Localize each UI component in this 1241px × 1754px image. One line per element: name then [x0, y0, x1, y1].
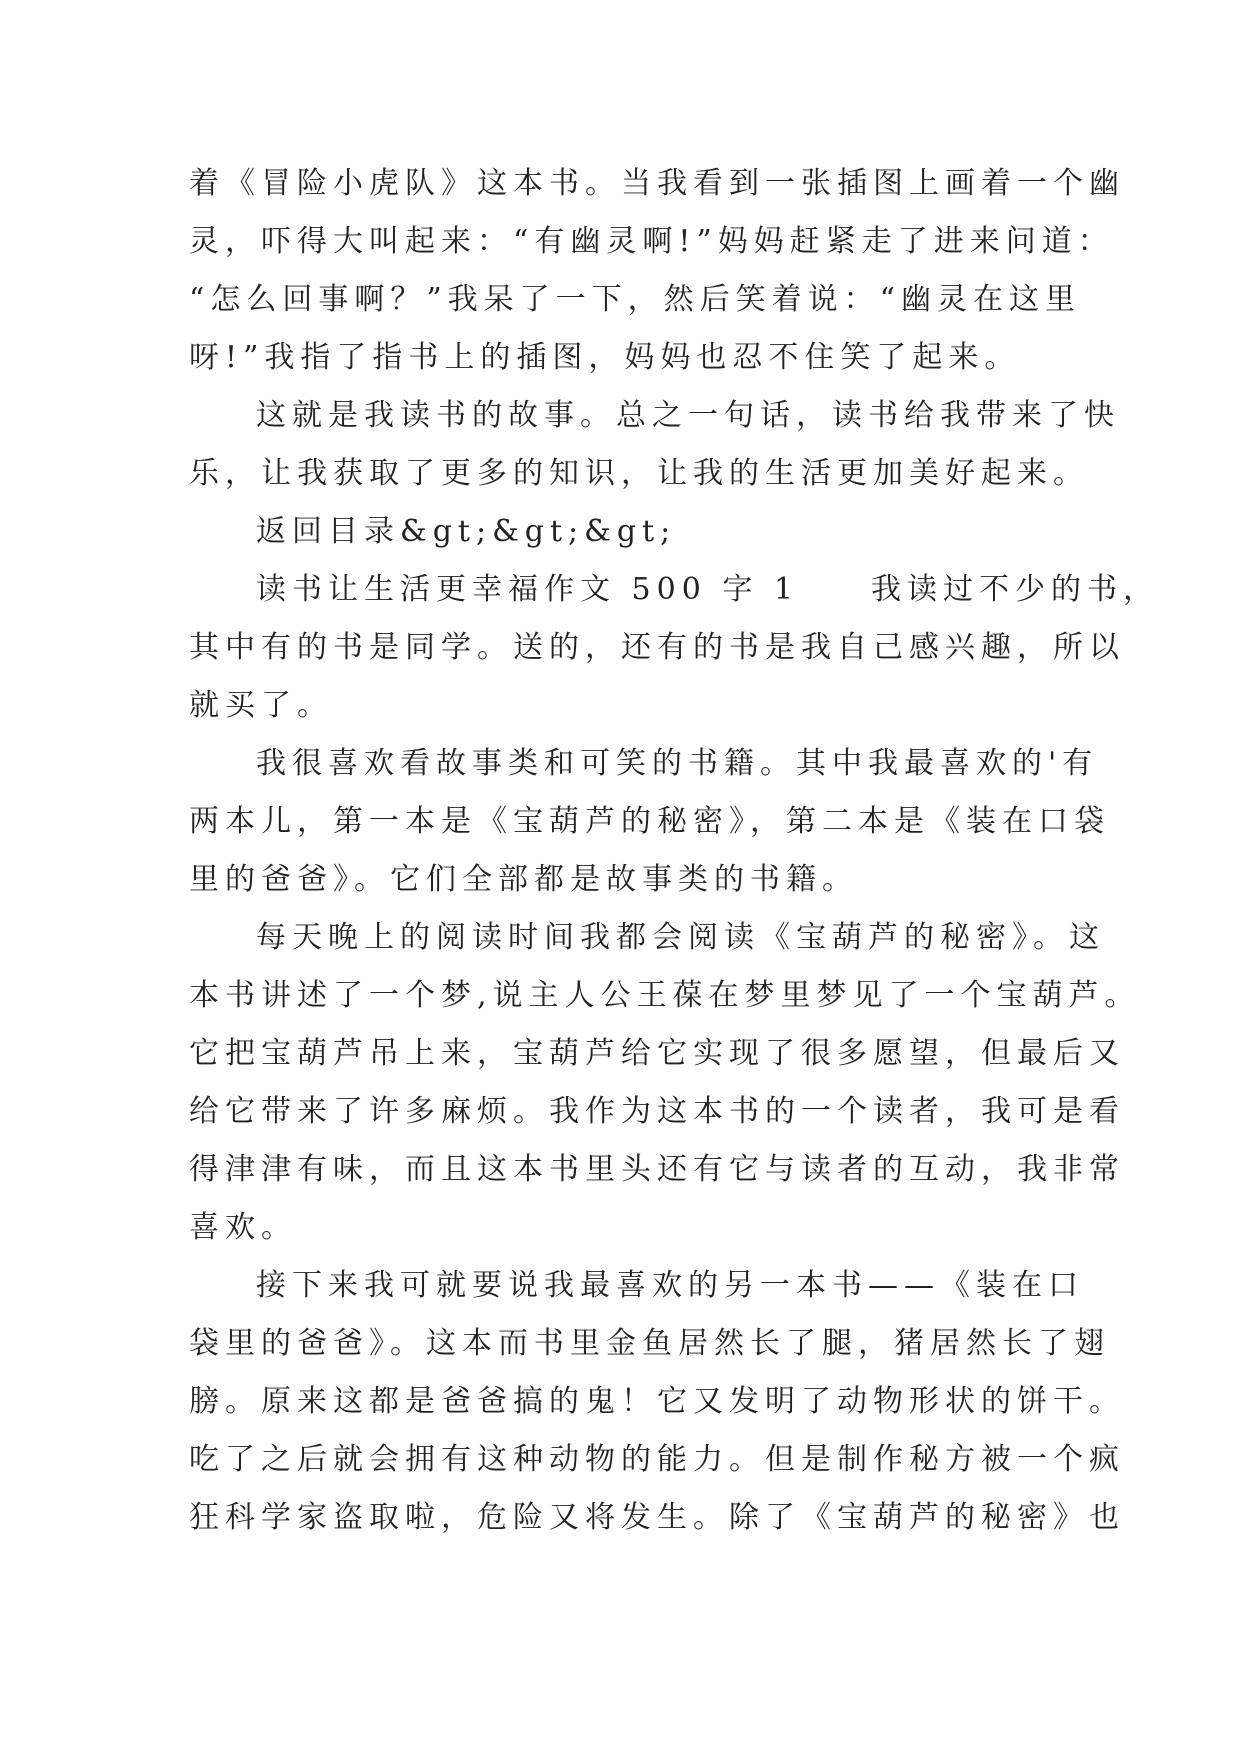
- body-text: [189, 155, 1159, 1547]
- text-line: 里的爸爸》。它们全部都是故事类的书籍。: [189, 862, 858, 897]
- text-line: 其中有的书是同学。送的，还有的书是我自己感兴趣，所以: [189, 630, 1125, 665]
- text-line: 吃了之后就会拥有这种动物的能力。但是制作秘方被一个疯: [189, 1442, 1125, 1477]
- text-line: 它把宝葫芦吊上来，宝葫芦给它实现了很多愿望，但最后又: [189, 1036, 1125, 1071]
- text-line: 灵，吓得大叫起来：“有幽灵啊!”妈妈赶紧走了进来问道：: [189, 224, 1114, 259]
- text-line: 呀!”我指了指书上的插图，妈妈也忍不住笑了起来。: [189, 340, 1021, 375]
- text-line: 膀。原来这都是爸爸搞的鬼！它又发明了动物形状的饼干。: [189, 1384, 1125, 1419]
- text-line: 着《冒险小虎队》这本书。当我看到一张插图上画着一个幽: [189, 166, 1125, 201]
- text-line: 给它带来了许多麻烦。我作为这本书的一个读者，我可是看: [189, 1094, 1125, 1129]
- text-line: 就买了。: [189, 688, 333, 723]
- text-line: 接下来我可就要说我最喜欢的另一本书——《装在口: [256, 1268, 1084, 1303]
- text-line: 袋里的爸爸》。这本而书里金鱼居然长了腿，猪居然长了翅: [189, 1326, 1110, 1361]
- text-line: 得津津有味，而且这本书里头还有它与读者的互动，我非常: [189, 1152, 1125, 1187]
- essay-title-line: 读书让生活更幸福作文 500 字 1 我读过不少的书，: [256, 572, 1159, 607]
- text-line: 这就是我读书的故事。总之一句话，读书给我带来了快: [256, 398, 1120, 433]
- text-line: 本书讲述了一个梦,说主人公王葆在梦里梦见了一个宝葫芦。: [189, 978, 1141, 1013]
- text-line: “怎么回事啊？”我呆了一下，然后笑着说：“幽灵在这里: [189, 282, 1082, 317]
- text-line: 狂科学家盗取啦，危险又将发生。除了《宝葫芦的秘密》也: [189, 1500, 1125, 1535]
- text-line: 两本儿，第一本是《宝葫芦的秘密》，第二本是《装在口袋: [189, 804, 1110, 839]
- text-line: 喜欢。: [189, 1210, 297, 1245]
- text-line: 我很喜欢看故事类和可笑的书籍。其中我最喜欢的'有: [256, 746, 1099, 781]
- text-line: 乐，让我获取了更多的知识，让我的生活更加美好起来。: [189, 456, 1089, 491]
- text-line: 每天晚上的阅读时间我都会阅读《宝葫芦的秘密》。这: [256, 920, 1105, 955]
- back-to-toc-link[interactable]: 返回目录&gt;&gt;&gt;: [256, 514, 677, 549]
